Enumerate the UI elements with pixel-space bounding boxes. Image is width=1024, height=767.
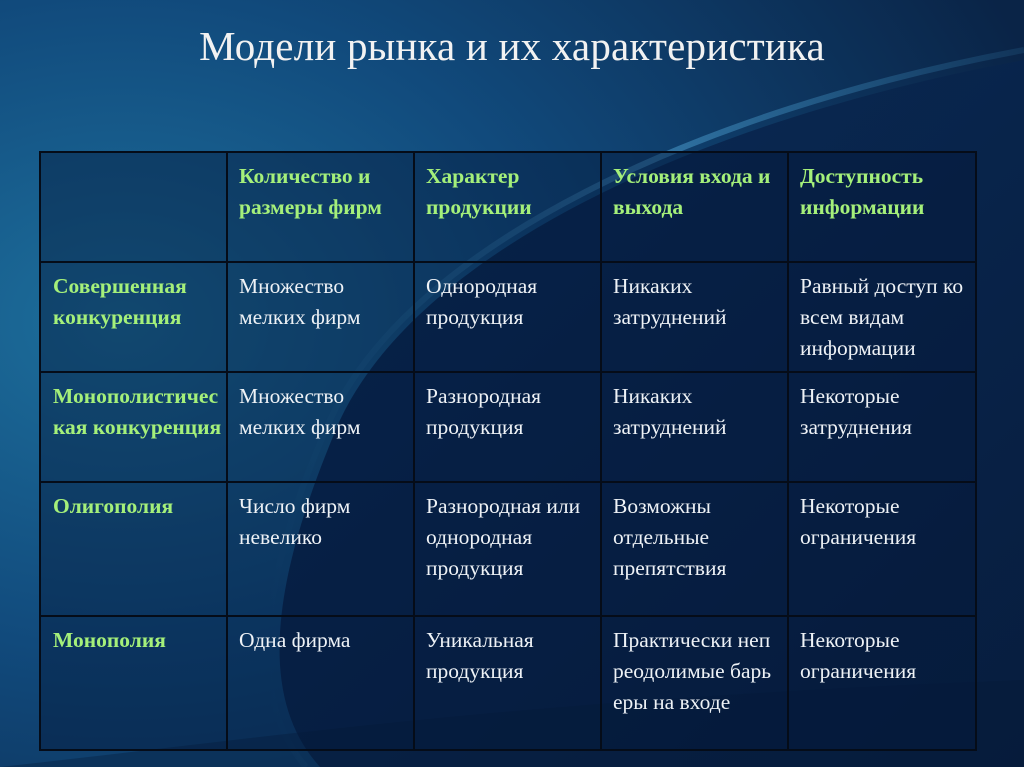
table-cell: Некоторые затруднения — [788, 372, 976, 482]
header-cell-information: Доступность информации — [788, 152, 976, 262]
market-models-table — [39, 151, 977, 751]
header-cell-product: Характер продукции — [414, 152, 601, 262]
table-cell: Множество мелких фирм — [227, 372, 414, 482]
row-header-monopolistic-competition: Монополистическая конкуренция — [40, 372, 227, 482]
row-header-perfect-competition: Совершенная конкуренция — [40, 262, 227, 372]
header-cell-entry-exit: Условия входа и выхода — [601, 152, 788, 262]
table-cell: Равный доступ ко всем видам информации — [788, 262, 976, 372]
table-cell: Некоторые ограничения — [788, 616, 976, 750]
table-cell: Множество мелких фирм — [227, 262, 414, 372]
table-cell: Число фирм невелико — [227, 482, 414, 616]
table-cell: Некоторые ограничения — [788, 482, 976, 616]
table-row — [40, 616, 976, 750]
table-cell: Одна фирма — [227, 616, 414, 750]
table-cell: Однородная продукция — [414, 262, 601, 372]
row-header-monopoly: Монополия — [40, 616, 227, 750]
table-cell: Никаких затруднений — [601, 262, 788, 372]
table-cell: Практически непреодолимые барьеры на входе — [601, 616, 788, 750]
slide-title: Модели рынка и их характеристика — [199, 23, 825, 69]
table-cell: Уникальная продукция — [414, 616, 601, 750]
table-row — [40, 262, 976, 372]
row-header-oligopoly: Олигополия — [40, 482, 227, 616]
table-cell: Возможны отдельные препятствия — [601, 482, 788, 616]
header-cell-empty — [40, 152, 227, 262]
table-header-row — [40, 152, 976, 262]
table-row — [40, 482, 976, 616]
table-cell: Разнородная продукция — [414, 372, 601, 482]
table-cell: Разнородная или однородная продукция — [414, 482, 601, 616]
header-cell-firms: Количество и размеры фирм — [227, 152, 414, 262]
table-row — [40, 372, 976, 482]
table-cell: Никаких затруднений — [601, 372, 788, 482]
